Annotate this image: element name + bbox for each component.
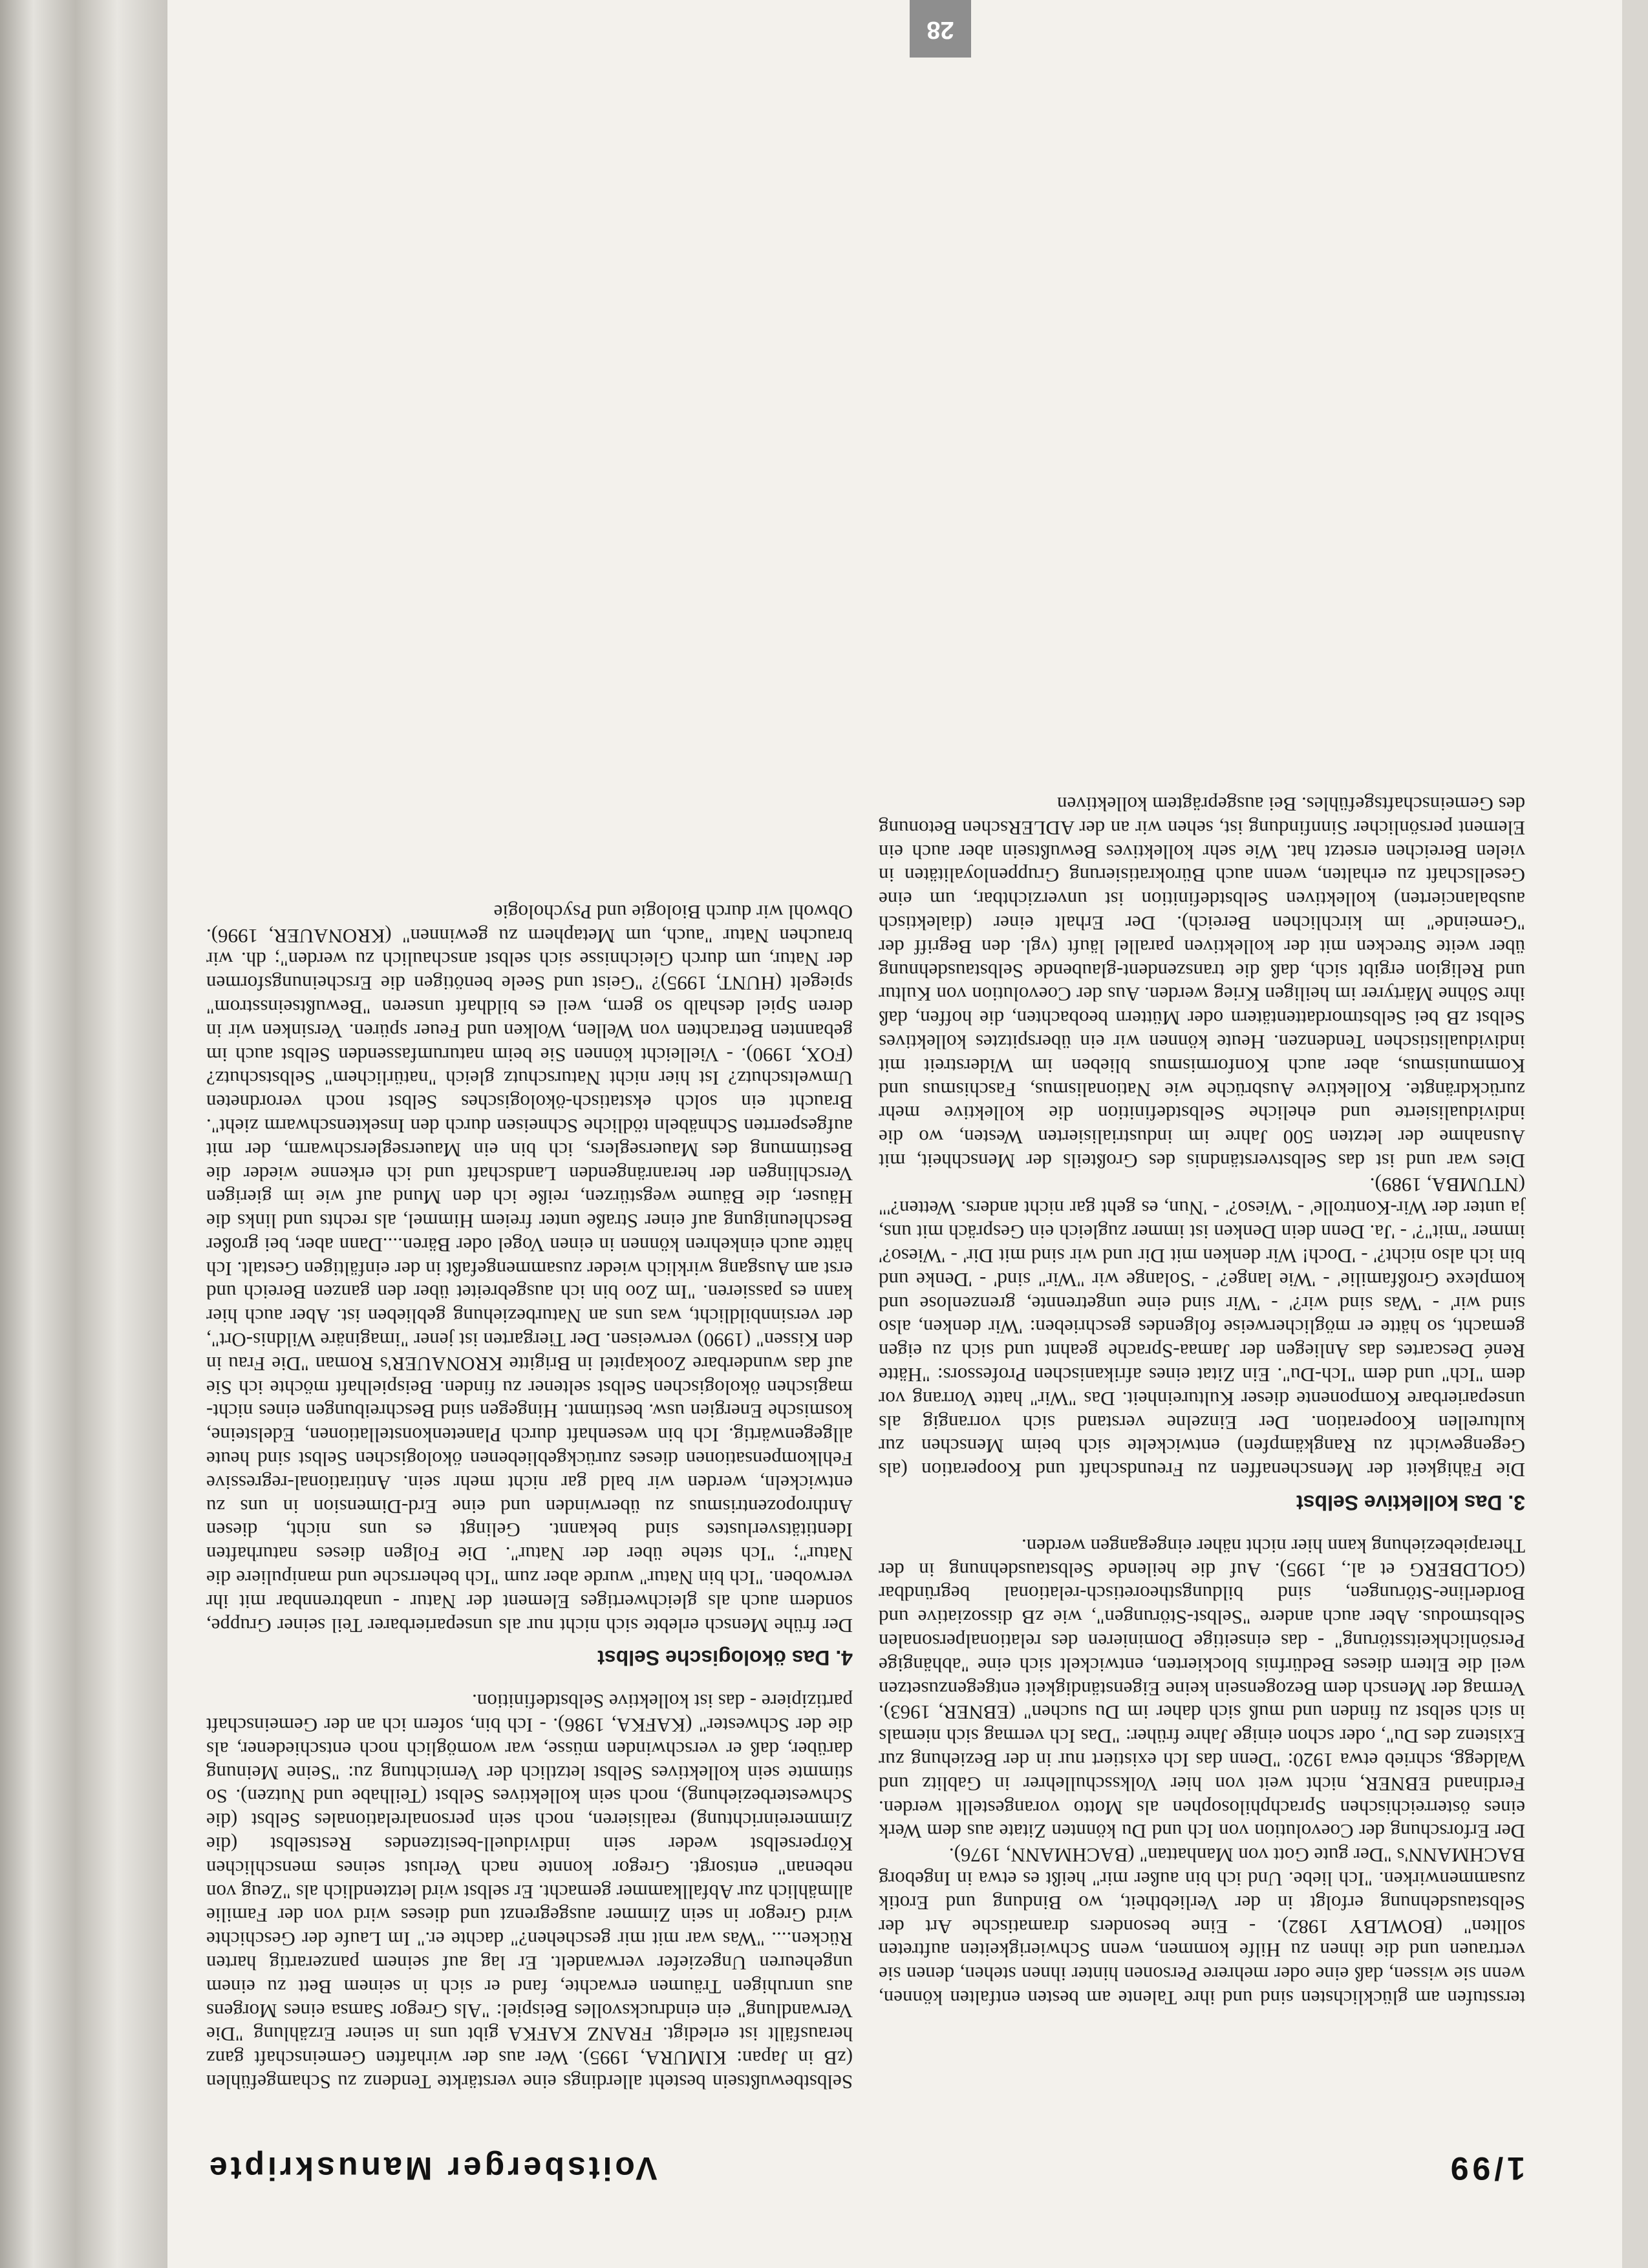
section-heading: 4. Das ökologische Selbst (597, 1646, 853, 1670)
text-column-left (879, 792, 1525, 2009)
paragraph-block: Der frühe Mensch erlebte sich nicht nur als unseparierbarer Teil seiner Gruppe, sondern auch als gleichwertiges Element der Natur - unabtrennbar mit ihr verwoben. "Ich bin Natur" wurde aber zum "Ich beherrsche und manipuliere die Natur"; "Ich stehe über der Natur". Die Folgen dieses naturhaften Identitätsverlustes sind bekannt. Gelingt es uns nicht, diesen Anthropozentrismus zu überwinden und eine Erd-Dimension in uns zu entwickeln, werden wir bald gar nicht mehr sein. Antirational-regressive Fehlkompensationen dieses zurückgebliebenen ökologischen Selbst sind heute allgegenwärtig. Ich bin wesenhaft durch Planetenkonstellationen, Edelsteine, kosmische Energien usw. bestimmt. Hingegen sind Beschreibungen eines nicht-magischen ökologischen Selbst seltener zu finden. Beispielhaft möchte ich Sie auf das wunderbare Zookapitel in Brigitte KRONAUER's Roman "Die Frau in den Kissen" (1990) verweisen. Der Tiergarten ist jener "imaginäre Wildnis-Ort", der versinnbildlicht, was uns an Naturbeziehung geblieben ist. Aber auch hier kann es passieren. "Im Zoo bin ich ausgebreitet über den ganzen Bereich und erst am Ausgang wirklich wieder zusammengefaßt in der einfältigen Gestalt. Ich hätte auch einkehren können in einen Vogel oder Bären....Dann aber, bei großer Beschleunigung auf einer Straße unter freiem Himmel, als rechts und links die Häuser, die Bäume wegstürzen, reiße ich den Mund auf wie im gierigen Verschlingen der heranrängenden Landschaft und ich erkenne wieder die Bestimmung des Mauerseglers, ich bin ein Mauerseglerschwarm, der mit aufgesperrten Schnäbeln tödliche Schneisen durch den Insektenschwarm zieht". Braucht ein solch ekstatisch-ökologisches Selbst noch verordneten Umweltschutz? Ist hier nicht Naturschutz gleich "natürlichem" Selbstschutz? (FOX, 1990). - Vielleicht können Sie beim naturumfassenden Selbst auch im gebannten Betrachten von Wellen, Wolken und Feuer spüren. Versinken wir in deren Spiel deshalb so gern, weil es bildhaft unseren "Bewußtseinsstrom" spiegelt (HUNT, 1995)? "Geist und Seele benötigen die Erscheinungsformen der Natur, um durch Gleichnisse sich selbst anschaulich zu werden"; dh. wir brauchen Natur "auch, um Metaphern zu gewinnen" (KRONAUER, 1996). Obwohl wir durch Biologie und Psychologie (201, 900, 853, 1637)
paper-sheet (167, 0, 1622, 2268)
issue-number: 1/99 (1446, 2150, 1525, 2187)
text-column-right (201, 900, 853, 2093)
paragraph-block: tersstufen am glücklichsten sind und ihre Talente am besten entfalten können, wenn sie wissen, daß eine oder mehrere Personen hinter ihnen stehen, denen sie vertrauen und die ihnen zu Hilfe kommen, wenn Schwierigkeiten auftreten sollten" (BOWLBY 1982). - Eine besonders dramatische Art der Selbstausdehnung erfolgt in der Verliebtheit, wo Bindung und Erotik zusammenwirken. "Ich liebe. Und ich bin außer mir" heißt es etwa in Ingeborg BACHMANN's "Der gute Gott von Manhattan" (BACHMANN, 1976). Der Erforschung der Coevolution von Ich und Du könnten Zitate aus dem Werk eines österreichischen Sprachphilosophen als Motto vorangestellt werden. Ferdinand EBNER, nicht weit von hier Volksschullehrer in Gablitz und Waldegg, schrieb etwa 1920: "Denn das Ich existiert nur in der Beziehung zur Existenz des Du", oder schon einige Jahre früher: "Das Ich vermag sich niemals in sich selbst zu finden und muß sich daher im Du suchen" (EBNER, 1963). Vermag der Mensch dem Bezogensein keine Eigenständigkeit entgegenzusetzen weil die Eltern dieses Bedürfnis blockierten, entwickelt sich eine "abhängige Persönlichkeitsstörung" - das einseitige Dominieren des relationalpersonalen Selbstmodus. Aber auch andere "Selbst-Störungen", wie zB dissoziative und Borderline-Störungen, sind bildungstheoretisch-relational begründbar (GOLDBERG et al., 1995). Auf die heilende Selbstausdehnung in der Therapiebeziehung kann hier nicht näher eingegangen werden. (879, 1534, 1525, 2009)
book-page-edge (0, 0, 167, 2268)
journal-title: Voitsberger Manuskripte (206, 2150, 658, 2187)
paragraph-block: Die Fähigkeit der Menschenaffen zu Freundschaft und Kooperation (als Gegengewicht zu Rangkämpfen) entwickelte sich beim Menschen zur kulturellen Kooperation. Der Einzelne verstand sich vorrangig als unseparierbare Komponente dieser Kultureinheit. Das "Wir" hatte Vorrang vor dem "Ich" und dem "Ich-Du". Ein Zitat eines afrikanischen Professors: "Hätte René Descartes das Anliegen der Jamaa-Sprache geahnt und sich zu eigen gemacht, so hätte er möglicherweise folgendes geschrieben: 'Wir denken, also sind wir' - 'Was sind wir?' - 'Wir sind eine ungetrennte, grenzenlose und komplexe Großfamilie' - 'Wie lange?' - 'Solange wir "Wir" sind' - 'Denke und bin ich also nicht?' - 'Doch! Wir denken mit Dir und wir sind mit Dir' - 'Wieso?' immer "mit"?' - 'Ja. Denn dein Denken ist immer zugleich ein Gespräch mit uns, ja unter der Wir-Kontrolle' - 'Wieso?' - 'Nun, es geht gar nicht anders. Wetten?'" (NTUMBA, 1989). Dies war und ist das Selbstverständnis des Großteils der Menschheit, mit Ausnahme der letzten 500 Jahre im industrialisierten Westen, wo die individualisierte und eheliche Selbstdefinition die kollektive mehr zurückdrängte. Kollektive Ausbrüche wie Nationalismus, Faschismus und Kommunismus, aber auch Konformismus blieben im Widerstreit mit individualistischen Tendenzen. Heute können wir ein überspitztes kollektives Selbst zB bei Selbstmordattentätern oder Müttern beobachten, die hoffen, daß ihre Söhne Märtyrer im heiligen Krieg werden. Aus der Coevolution von Kultur und Religion ergibt sich, daß die transzendent-glaubende Selbstausdehnung über weite Strecken mit der kollektiven parallel läuft (vgl. den Begriff der "Gemeinde" im kirchlichen Bereich). Der Erhalt einer (dialektisch ausbalancierten) kollektiven Selbstdefinition ist unverzichtbar, um eine Gesellschaft zu erhalten, wenn auch Bürokratisierung Gruppenloyalitäten in vielen Bereichen ersetzt hat. Wie sehr kollektives Bewußtsein aber auch ein Element persönlicher Sinnfindung ist, sehen wir an der ADLERschen Betonung des Gemeinschaftsgefühles. Bei ausgeprägtem kollektiven (879, 792, 1525, 1482)
paragraph-block: Selbstbewußtsein besteht allerdings eine verstärkte Tendenz zu Schamgefühlen (zB in Japan: KIMURA, 1995). Wer aus der wirhaften Gemeinschaft ganz herausfällt ist erledigt. FRANZ KAFKA gibt uns in seiner Erzählung "Die Verwandlung" ein eindrucksvolles Beispiel: "Als Gregor Samsa eines Morgens aus unruhigen Träumen erwachte, fand er sich in seinem Bett zu einem ungeheuren Ungeziefer verwandelt. Er lag auf seinem panzerartig harten Rücken.... "Was war mit mir geschehen?" dachte er." Im Laufe der Geschichte wird Gregor in sein Zimmer ausgegrenzt und dieses wird von der Familie allmählich zur Abfallkammer gemacht. Er selbst wird letztendlich als "Zeug von nebenan" entsorgt. Gregor konnte nach Verlust seines menschlichen Körperselbst weder sein individuell-besitzendes Restselbst (die Zimmereinrichtung) realisieren, noch sein personalrelationales Selbst (die Schwesterbeziehung), noch sein kollektives Selbst (Teilhabe und Nutzen). So stimmte sein kollektives Selbst letztlich der Vernichtung zu: "Seine Meinung darüber, daß er verschwinden müsse, war womöglich noch entschiedener, als die der Schwester" (KAFKA, 1986). - Ich bin, sofern ich an der Gemeinschaft partizipiere - das ist kollektive Selbstdefinition. (201, 1690, 853, 2093)
page-header (206, 2142, 1525, 2187)
section-heading: 3. Das kollektive Selbst (1296, 1491, 1525, 1515)
page-number-tab: 28 (910, 0, 971, 58)
